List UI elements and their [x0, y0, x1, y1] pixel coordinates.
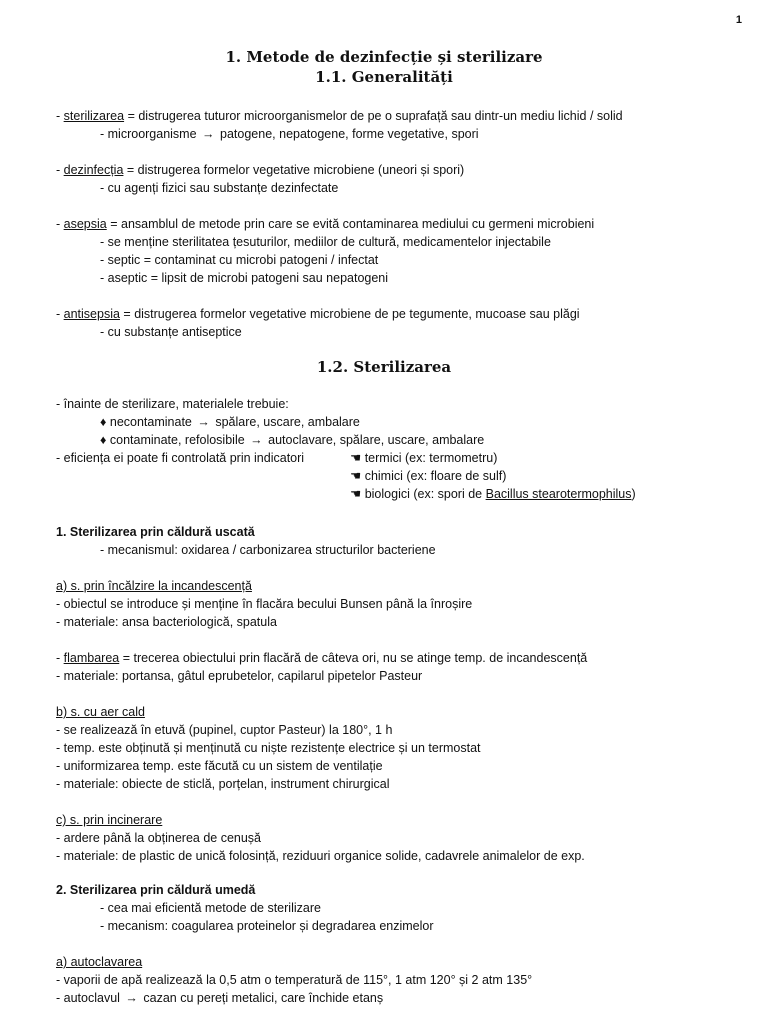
indicator-text: ) [631, 487, 636, 501]
sub-line: - cu agenți fizici sau substanțe dezinfectate [100, 181, 339, 195]
section-title-sterilizarea: 1.2. Sterilizarea [316, 358, 452, 376]
bullet-text: autoclavare, spălare, uscare, ambalare [268, 433, 485, 447]
indicator-text: chimici (ex: floare de sulf) [364, 469, 507, 483]
heading-incinerare: c) s. prin incinerare [56, 813, 163, 827]
heading-aer-cald: b) s. cu aer cald [56, 705, 145, 719]
indicator-text: termici (ex: termometru) [364, 451, 498, 465]
bullet-text: spălare, uscare, ambalare [215, 415, 360, 429]
sub-line: - aseptic = lipsit de microbi patogeni sau nepatogeni [100, 271, 389, 285]
indicator-text: biologici (ex: spori de [364, 487, 483, 501]
def-antisepsia: - antisepsia = distrugerea formelor vegetative microbiene de pe tegumente, mucoase sau plăgi [56, 307, 580, 321]
body-line: - materiale: ansa bacteriologică, spatula [56, 615, 277, 629]
page-number: 1 [735, 14, 742, 26]
sub-line: - septic = contaminat cu microbi patogeni / infectat [100, 253, 379, 267]
heading-caldura-uscata: 1. Sterilizarea prin căldură uscată [56, 525, 255, 539]
bullet-necontaminate [100, 414, 360, 430]
body-line: - materiale: de plastic de unică folosință, reziduuri organice solide, cadavrele animalelor de exp. [56, 849, 585, 863]
indicator-termici [350, 450, 497, 466]
pointing-hand-icon: ☚ [350, 469, 362, 483]
eficienta-line: - eficiența ei poate fi controlată prin indicatori [56, 451, 305, 465]
heading-caldura-umeda: 2. Sterilizarea prin căldură umedă [56, 883, 256, 897]
arrow-right-icon: → [197, 415, 210, 429]
def-text: = trecerea obiectului prin flacără de câteva ori, nu se atinge temp. de incandescență [122, 651, 588, 665]
section-title-generalitati: 1.1. Generalități [315, 68, 453, 86]
species-name: Bacillus stearotermophilus [485, 487, 632, 501]
def-text: = distrugerea tuturor microorganismelor de pe o suprafață sau dintr-un mediu lichid / solid [127, 109, 623, 123]
def-text: = distrugerea formelor vegetative microbiene de pe tegumente, mucoase sau plăgi [123, 307, 580, 321]
term-flambarea: flambarea [63, 651, 120, 665]
body-line-autoclav [56, 990, 383, 1006]
body-text: cazan cu pereți metalici, care închide etanș [143, 991, 384, 1005]
chapter-title: 1. Metode de dezinfecție și sterilizare [225, 48, 543, 66]
bullet-text: necontaminate [109, 415, 192, 429]
body-text: - autoclavul [56, 991, 120, 1005]
heading-incandescenta: a) s. prin încălzire la incandescență [56, 579, 252, 593]
arrow-right-icon: → [202, 127, 215, 141]
arrow-right-icon: → [125, 991, 138, 1005]
heading-autoclavarea: a) autoclavarea [56, 955, 143, 969]
sub-line: - mecanismul: oxidarea / carbonizarea structurilor bacteriene [100, 543, 436, 557]
body-line: - ardere până la obținerea de cenușă [56, 831, 262, 845]
def-text: = ansamblul de metode prin care se evită contaminarea mediului cu germeni microbieni [110, 217, 595, 231]
sub-text: patogene, nepatogene, forme vegetative, spori [220, 127, 479, 141]
indicator-biologici [350, 486, 636, 502]
term-asepsia: asepsia [63, 217, 107, 231]
body-line: - obiectul se introduce și menține în flacăra becului Bunsen până la înroșire [56, 597, 473, 611]
arrow-right-icon: → [250, 433, 263, 447]
pointing-hand-icon: ☚ [350, 451, 362, 465]
def-sterilizarea: - sterilizarea = distrugerea tuturor microorganismelor de pe o suprafață sau dintr-un mediu lichid / solid [56, 109, 623, 123]
sub-microorganisme [100, 126, 479, 142]
body-line: - temp. este obținută și menținută cu niște rezistențe electrice și un termostat [56, 741, 481, 755]
sub-line: - mecanism: coagularea proteinelor și degradarea enzimelor [100, 919, 434, 933]
term-sterilizarea: sterilizarea [63, 109, 125, 123]
body-line: - materiale: portansa, gâtul eprubetelor, capilarul pipetelor Pasteur [56, 669, 423, 683]
def-asepsia: - asepsia = ansamblul de metode prin care se evită contaminarea mediului cu germeni microbieni [56, 217, 595, 231]
indicator-chimici [350, 468, 506, 484]
def-text: = distrugerea formelor vegetative microbiene (uneori și spori) [126, 163, 465, 177]
bullet-contaminate [100, 432, 484, 448]
term-antisepsia: antisepsia [63, 307, 120, 321]
body-line: - se realizează în etuvă (pupinel, cuptor Pasteur) la 180°, 1 h [56, 723, 393, 737]
pointing-hand-icon: ☚ [350, 487, 362, 501]
body-line: - uniformizarea temp. este făcută cu un sistem de ventilație [56, 759, 383, 773]
term-dezinfectia: dezinfecția [63, 163, 124, 177]
sub-line: - cea mai eficientă metode de sterilizare [100, 901, 321, 915]
diamond-bullet-icon: ♦ [100, 433, 107, 447]
diamond-bullet-icon: ♦ [100, 415, 107, 429]
sub-line: - se menține sterilitatea țesuturilor, mediilor de cultură, medicamentelor injectabile [100, 235, 551, 249]
body-line: - materiale: obiecte de sticlă, porțelan, instrument chirurgical [56, 777, 390, 791]
intro-line: - înainte de sterilizare, materialele trebuie: [56, 397, 289, 411]
def-flambarea: - flambarea = trecerea obiectului prin flacără de câteva ori, nu se atinge temp. de incandescență [56, 651, 588, 665]
body-line: - vaporii de apă realizează la 0,5 atm o temperatură de 115°, 1 atm 120° și 2 atm 135° [56, 973, 533, 987]
sub-text: - microorganisme [100, 127, 197, 141]
bullet-text: contaminate, refolosibile [109, 433, 245, 447]
def-dezinfectia: - dezinfecția = distrugerea formelor vegetative microbiene (uneori și spori) [56, 163, 465, 177]
sub-line: - cu substanțe antiseptice [100, 325, 242, 339]
